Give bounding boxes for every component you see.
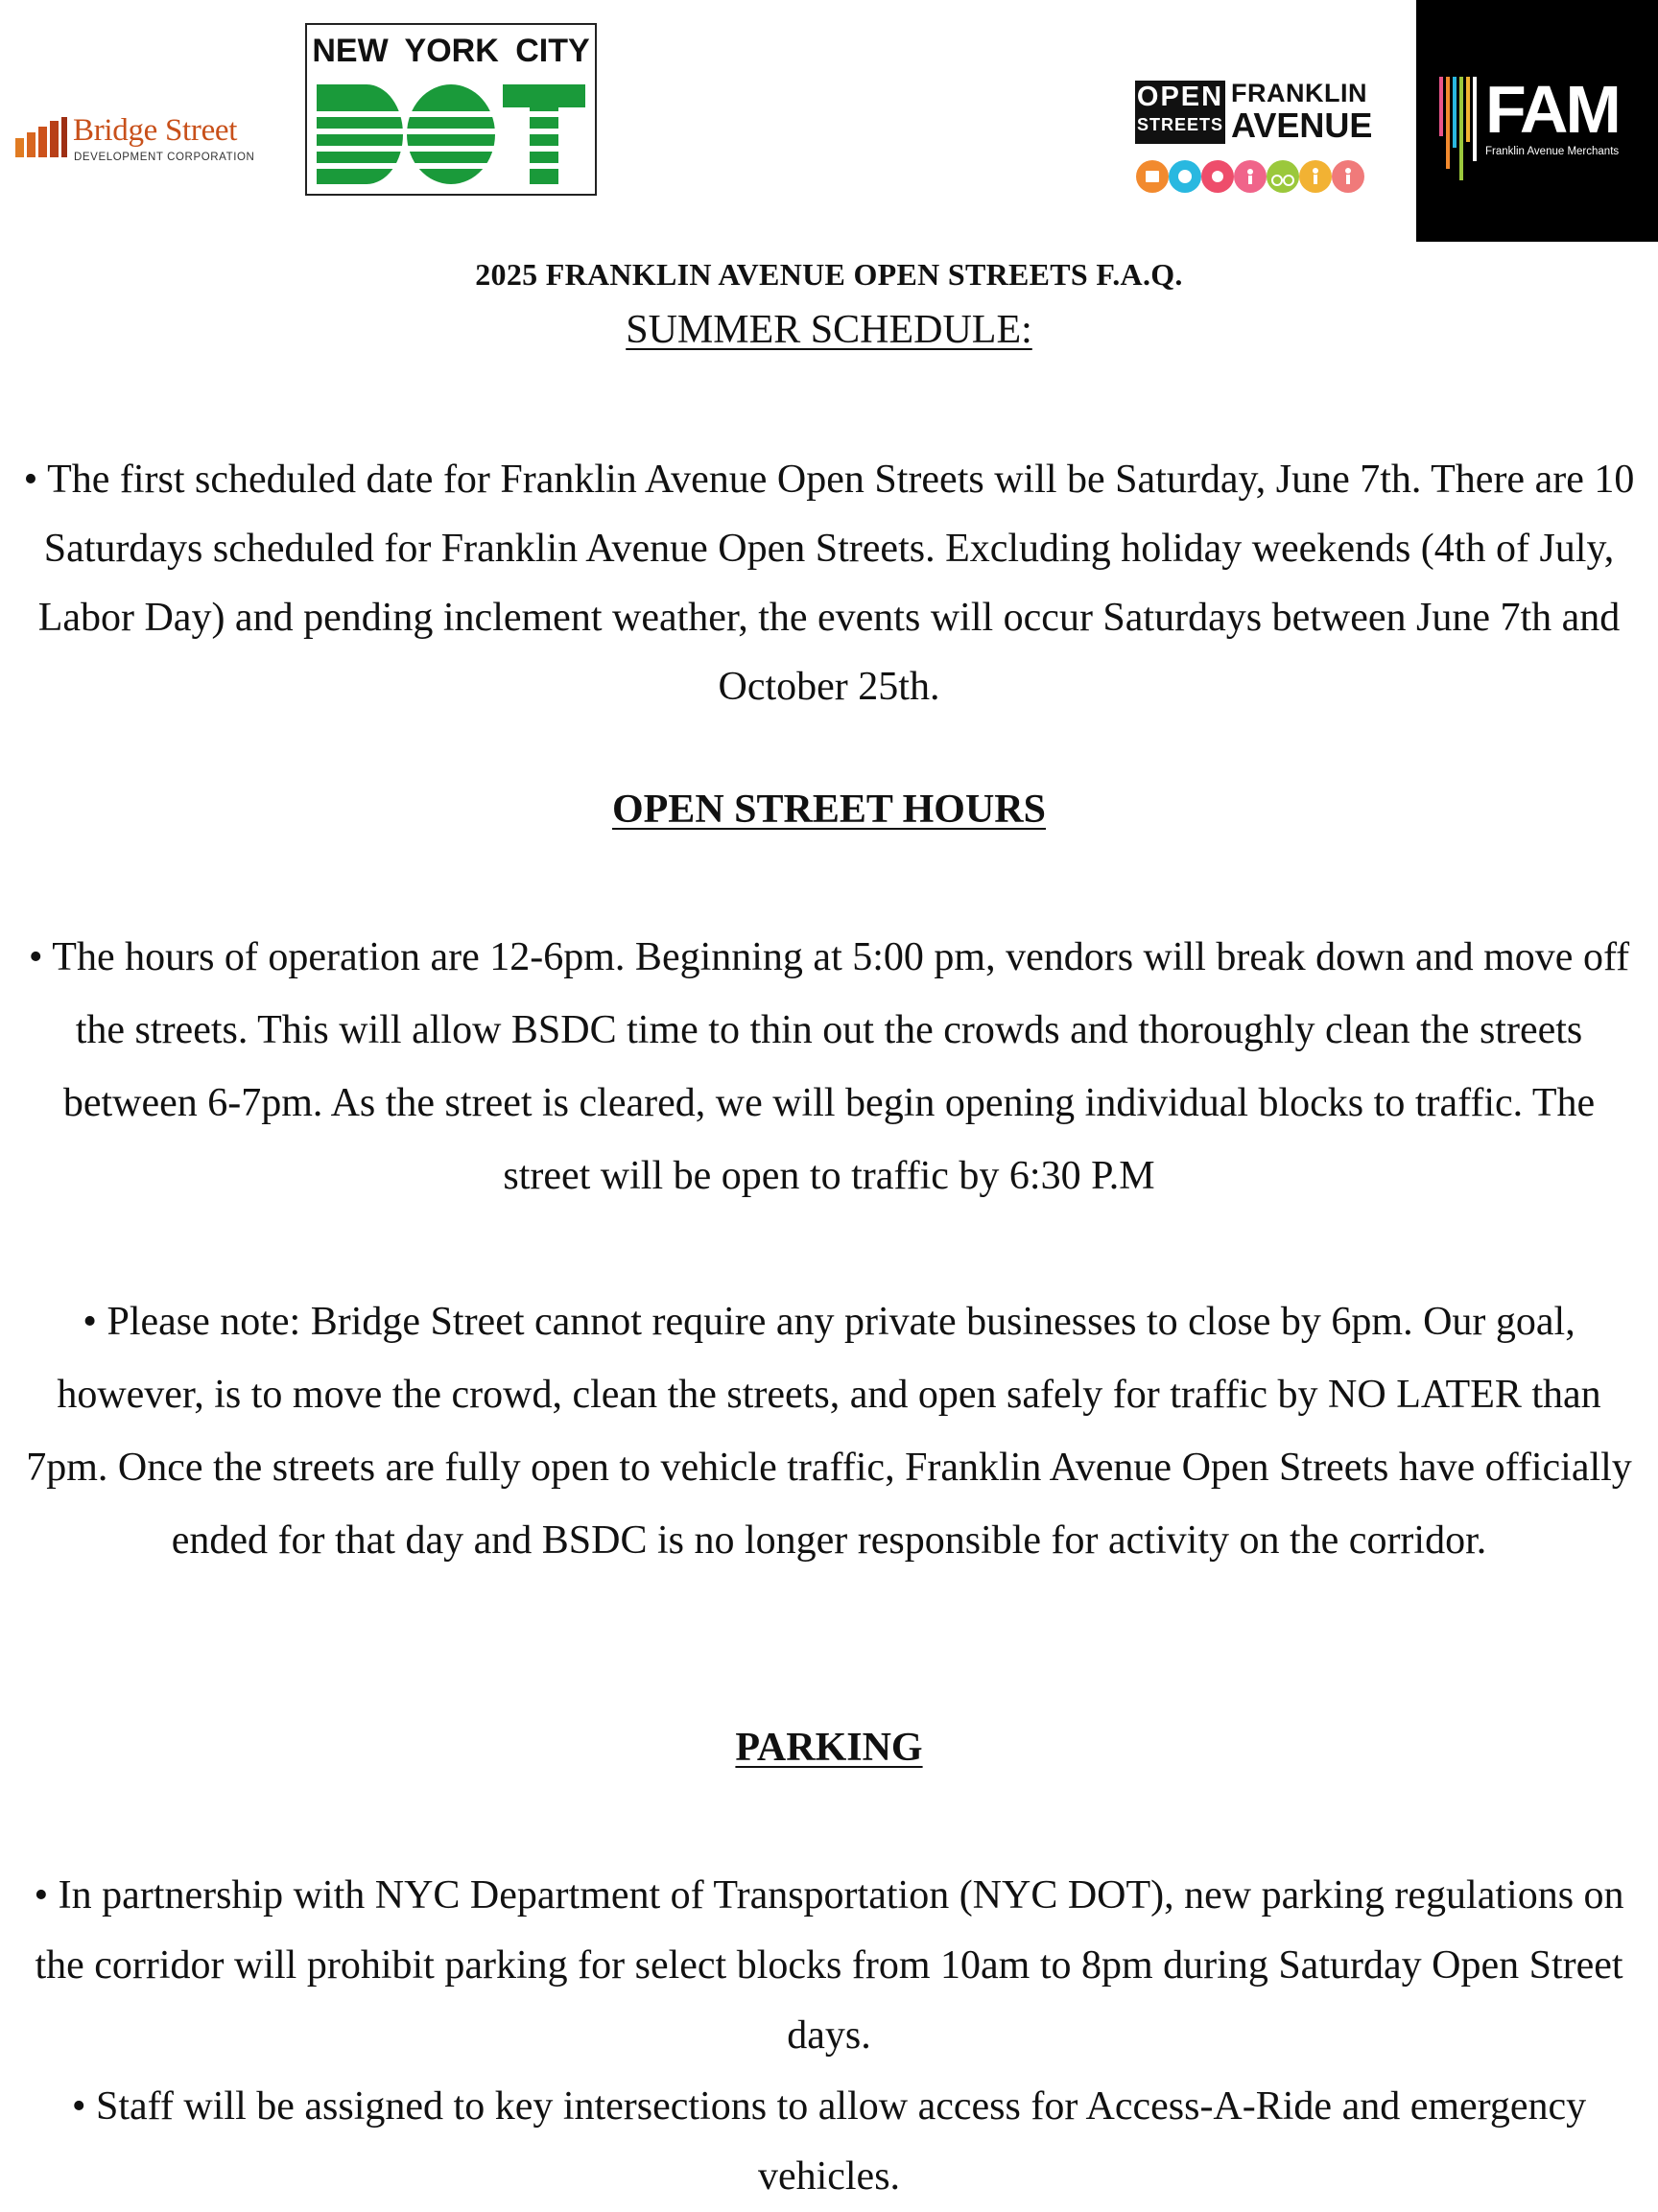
dot-city-text: NEW YORK CITY (312, 33, 590, 69)
paragraph-summer-schedule: • The first scheduled date for Franklin Avenue Open Streets will be Saturday, June 7th. There are 10 Saturdays scheduled for Franklin Avenue Open Streets. Excluding holiday weekends (4th of July, Labor Day) and pending inclement weather, the events will occur Saturdays between June 7th and October 25th. (23, 458, 1635, 709)
franklin-avenue-block (1231, 79, 1372, 144)
streets-text: STREETS (1136, 115, 1223, 134)
bsdc-subtitle: DEVELOPMENT CORPORATION (74, 152, 255, 163)
open-text: OPEN (1136, 82, 1224, 112)
fam-color-lines-icon (1439, 77, 1483, 184)
franklin-text: FRANKLIN (1231, 79, 1367, 107)
avenue-text: AVENUE (1231, 106, 1373, 145)
nyc-dot-logo (305, 23, 597, 196)
section-heading-parking: PARKING (735, 1726, 923, 1770)
fam-word: FAM (1485, 72, 1619, 147)
document-title: 2025 FRANKLIN AVENUE OPEN STREETS F.A.Q. (475, 257, 1183, 292)
paragraph-please-note: • Please note: Bridge Street cannot require any private businesses to close by 6pm. Our goal, however, is to move the crowd, clean the streets, and open safely for traffic by NO LATER than 7pm. Once the streets are fully open to vehicle traffic, Franklin Avenue Open Streets have officially ended for that day and BSDC is no longer responsible for activity on the corridor. (26, 1300, 1632, 1563)
paragraph-hours-of-operation: • The hours of operation are 12-6pm. Beginning at 5:00 pm, vendors will break down and move off the streets. This will allow BSDC time to thin out the crowds and thoroughly clean the streets between 6-7pm. As the street is cleared, we will begin opening individual blocks to traffic. The street will be open to traffic by 6:30 P.M (28, 935, 1630, 1198)
bsdc-name: Bridge Street (73, 113, 238, 148)
paragraph-parking-regulations: • In partnership with NYC Department of Transportation (NYC DOT), new parking regulations on the corridor will prohibit parking for select blocks from 10am to 8pm during Saturday Open Street days. (34, 1873, 1624, 2058)
dot-wordmark-icon (313, 82, 589, 188)
bridge-street-logo (13, 107, 272, 169)
fam-logo (1416, 0, 1658, 242)
fam-tagline: Franklin Avenue Merchants (1485, 146, 1620, 157)
section-heading-summer-schedule: SUMMER SCHEDULE: (626, 308, 1032, 352)
open-streets-block (1135, 81, 1225, 144)
paragraph-staff-access: • Staff will be assigned to key intersections to allow access for Access-A-Ride and emergency vehicles. (71, 2084, 1587, 2199)
activity-circles-icon (1135, 157, 1365, 200)
open-streets-franklin-logo (1135, 77, 1373, 201)
section-heading-open-street-hours: OPEN STREET HOURS (611, 788, 1046, 832)
bar-chart-logo-icon (15, 117, 69, 157)
